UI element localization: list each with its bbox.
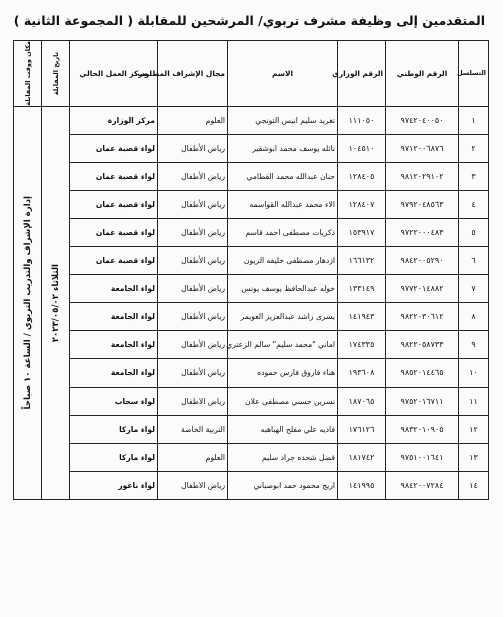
cell-serial: ٨ [459, 303, 489, 331]
cell-field: رياض الأطفال [158, 190, 228, 218]
interview-place-cell [14, 106, 42, 499]
cell-name: الاء محمد عبدالله القواسمه [228, 190, 338, 218]
header-workplace: مركز العمل الحالي [70, 41, 158, 107]
cell-workplace: لواء قصبة عمان [70, 247, 158, 275]
cell-national-id: ٩٨٢٢٠٥٨٧٣٣ [386, 331, 459, 359]
cell-national-id: ٩٨٥٢٠١٤٤٦٥ [386, 359, 459, 387]
table-header-row [14, 41, 489, 107]
cell-ministry-id: ١٦٦١٣٢ [338, 247, 386, 275]
cell-name: نائله يوسف محمد ابوشقير [228, 134, 338, 162]
cell-name: حنان عبدالله محمد القطامي [228, 162, 338, 190]
table-row [14, 106, 489, 134]
cell-national-id: ٩٨٤٢٠٠٥٢٩٠ [386, 247, 459, 275]
table-body [14, 106, 489, 499]
cell-field: رياض الأطفال [158, 331, 228, 359]
cell-serial: ٣ [459, 162, 489, 190]
cell-name: اماني "محمد سليم" سالم الزعتري [228, 331, 338, 359]
cell-serial: ١٠ [459, 359, 489, 387]
cell-name: نسرين حسني مصطفى علان [228, 387, 338, 415]
header-national-id: الرقم الوطني [386, 41, 459, 107]
cell-workplace: لواء الجامعة [70, 303, 158, 331]
header-interview-place [14, 41, 42, 107]
cell-serial: ١١ [459, 387, 489, 415]
cell-national-id: ٩٧٥١٠٠١٦٤١ [386, 443, 459, 471]
cell-name: هناء فاروق فارس حموده [228, 359, 338, 387]
cell-workplace: لواء الجامعة [70, 331, 158, 359]
cell-national-id: ٩٧٩٢٠٤٨٥٦٣ [386, 190, 459, 218]
cell-ministry-id: ١٩٣٦٠٨ [338, 359, 386, 387]
cell-workplace: لواء ماركا [70, 415, 158, 443]
candidates-table [13, 40, 489, 500]
header-name: الاسم [228, 41, 338, 107]
table-row [14, 415, 489, 443]
cell-field: رياض الأطفال [158, 134, 228, 162]
cell-workplace: لواء قصبة عمان [70, 219, 158, 247]
cell-national-id: ٩٨٤٢٠٠٧٢٨٤ [386, 471, 459, 499]
cell-name: خوله عبدالحافظ يوسف يونس [228, 275, 338, 303]
cell-ministry-id: ١٧٦١٢٦ [338, 415, 386, 443]
header-serial: التسلسل [459, 41, 489, 107]
cell-ministry-id: ١٣٣١٤٩ [338, 275, 386, 303]
cell-serial: ١٤ [459, 471, 489, 499]
cell-name: يسرى راشد عبدالعزيز العويمر [228, 303, 338, 331]
cell-serial: ١ [459, 106, 489, 134]
table-row [14, 190, 489, 218]
cell-workplace: لواء قصبة عمان [70, 190, 158, 218]
cell-workplace: لواء سحاب [70, 387, 158, 415]
cell-national-id: ٩٧١٢٠٠٦٨٧٦ [386, 134, 459, 162]
cell-ministry-id: ١١١٠٥٠ [338, 106, 386, 134]
cell-workplace: لواء الجامعة [70, 359, 158, 387]
header-interview-place-label: مكان ووقت المقابلة [23, 41, 32, 106]
table-row [14, 162, 489, 190]
cell-national-id: ٩٨١٢٠٢٩١٠٢ [386, 162, 459, 190]
cell-national-id: ٩٧٥٢٠١٦٧١١ [386, 387, 459, 415]
cell-serial: ٤ [459, 190, 489, 218]
cell-workplace: لواء ناعور [70, 471, 158, 499]
cell-name: ذكريات مصطفى احمد قاسم [228, 219, 338, 247]
cell-ministry-id: ١٠٤٥١٠ [338, 134, 386, 162]
cell-name: فاديه علي مفلح الهباهبه [228, 415, 338, 443]
cell-name: اريج محمود حمد ابوصباني [228, 471, 338, 499]
header-interview-date [42, 41, 70, 107]
cell-serial: ٢ [459, 134, 489, 162]
interview-place-value: إدارة الإشراف والتدريب التربوي / الساعة ١٠ صباحاً [22, 196, 33, 410]
cell-field: التربية الخاصة [158, 415, 228, 443]
cell-field: رياض الأطفال [158, 247, 228, 275]
cell-ministry-id: ١٨٧٠٦٥ [338, 387, 386, 415]
interview-date-value: الثلاثاء ٢٠٢٣/٠٥/٠٢ [50, 263, 61, 342]
table-row [14, 247, 489, 275]
header-ministry-id: الرقم الوزاري [338, 41, 386, 107]
cell-ministry-id: ١٢٨٤٠٥ [338, 162, 386, 190]
table-row [14, 359, 489, 387]
cell-serial: ١٣ [459, 443, 489, 471]
cell-field: رياض الاطفال [158, 387, 228, 415]
header-interview-date-label: تاريخ المقابلة [51, 51, 60, 95]
table-row [14, 443, 489, 471]
cell-national-id: ٩٨٢٢٠٣٠٦١٢ [386, 303, 459, 331]
cell-field: رياض الأطفال [158, 275, 228, 303]
header-field: مجال الإشراف المطلوب [158, 41, 228, 107]
cell-serial: ٧ [459, 275, 489, 303]
cell-workplace: لواء قصبة عمان [70, 162, 158, 190]
table-row [14, 471, 489, 499]
interview-date-cell [42, 106, 70, 499]
cell-name: فضل شحده جراد سليم [228, 443, 338, 471]
cell-ministry-id: ١٤١٩٩٥ [338, 471, 386, 499]
cell-serial: ١٢ [459, 415, 489, 443]
cell-ministry-id: ١٥٣٩١٧ [338, 219, 386, 247]
cell-field: رياض الأطفال [158, 219, 228, 247]
cell-field: العلوم [158, 443, 228, 471]
table-row [14, 219, 489, 247]
table-row [14, 275, 489, 303]
cell-workplace: لواء قصبة عمان [70, 134, 158, 162]
table-row [14, 387, 489, 415]
page-title: المتقدمين إلى وظيفة مشرف تربوي/ المرشحين للمقابلة ( المجموعة الثانية ) [13, 13, 485, 28]
cell-serial: ٩ [459, 331, 489, 359]
cell-ministry-id: ١٤١٩٤٣ [338, 303, 386, 331]
cell-ministry-id: ١٨١٧٤٢ [338, 443, 386, 471]
cell-ministry-id: ١٢٨٤٠٧ [338, 190, 386, 218]
table-row [14, 331, 489, 359]
cell-national-id: ٩٧٤٢٠٤٠٠٥٠ [386, 106, 459, 134]
cell-serial: ٦ [459, 247, 489, 275]
table-row [14, 134, 489, 162]
cell-national-id: ٩٧٧٢٠١٤٨٨٢ [386, 275, 459, 303]
cell-name: ازدهار مصطفى خليفه الزيون [228, 247, 338, 275]
cell-field: رياض الأطفال [158, 359, 228, 387]
table-row [14, 303, 489, 331]
cell-national-id: ٩٧٢٢٠٠٠٤٨٣ [386, 219, 459, 247]
cell-workplace: لواء الجامعة [70, 275, 158, 303]
cell-ministry-id: ١٧٤٣٣٥ [338, 331, 386, 359]
cell-serial: ٥ [459, 219, 489, 247]
cell-field: رياض الأطفال [158, 162, 228, 190]
cell-workplace: مركز الوزارة [70, 106, 158, 134]
cell-field: رياض الأطفال [158, 303, 228, 331]
cell-field: العلوم [158, 106, 228, 134]
cell-name: تغريد سليم انيس التونجي [228, 106, 338, 134]
cell-national-id: ٩٨٣٢٠١٠٩٠٥ [386, 415, 459, 443]
cell-workplace: لواء ماركا [70, 443, 158, 471]
cell-field: رياض الاطفال [158, 471, 228, 499]
